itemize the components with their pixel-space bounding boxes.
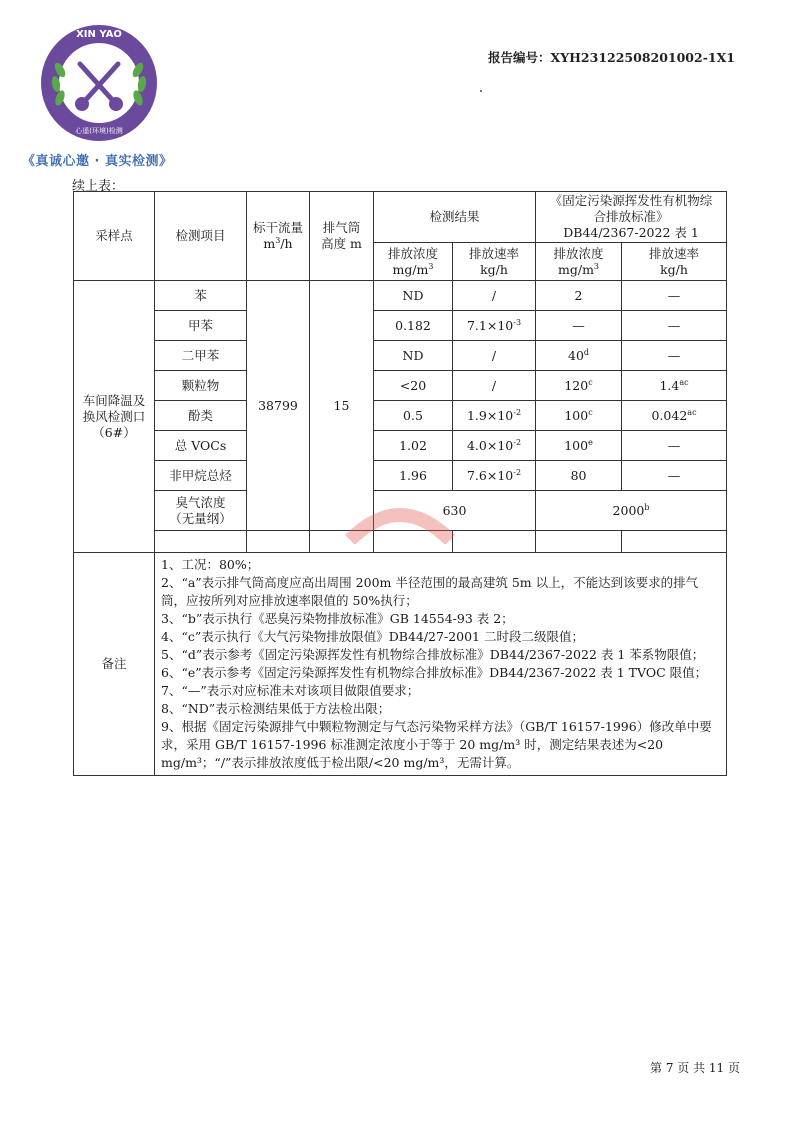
result-conc: 0.5 [374, 401, 453, 431]
note-item: 6、“e”表示参考《固定污染源挥发性有机物综合排放标准》DB44/2367-2022 表 1 TVOC 限值； [161, 665, 708, 680]
result-rate: $4.0\times 10^{-2}$ [453, 431, 536, 461]
empty-cell [622, 531, 727, 553]
report-number: 报告编号：XYH23122508201002-1X1 [488, 50, 735, 65]
item-name: 非甲烷总烃 [155, 461, 247, 491]
header-limit-conc: 排放浓度 $mg/m^3$ [536, 243, 622, 281]
page-number: 第 7 页 共 11 页 [650, 1061, 740, 1075]
result-rate: / [453, 281, 536, 311]
table-row [74, 431, 727, 461]
table-row-empty [74, 531, 727, 553]
limit-conc: 120$^c$ [536, 371, 622, 401]
speck [480, 90, 482, 92]
limit-rate: — [622, 431, 727, 461]
note-item: 3、“b”表示执行《恶臭污染物排放标准》GB 14554-93 表 2； [161, 611, 514, 626]
header-result: 检测结果 [374, 192, 536, 243]
result-conc: ND [374, 281, 453, 311]
empty-cell [247, 531, 310, 553]
company-logo [38, 22, 160, 144]
results-table [73, 191, 727, 776]
table-row [74, 461, 727, 491]
limit-conc: 40$^d$ [536, 341, 622, 371]
svg-text:心遥(环境)检测: 心遥(环境)检测 [75, 127, 123, 135]
limit-conc: 100e [536, 431, 622, 461]
empty-cell [155, 531, 247, 553]
limit-rate: — [622, 461, 727, 491]
item-name: 酚类 [155, 401, 247, 431]
header-result-rate: 排放速率 kg/h [453, 243, 536, 281]
notes [155, 553, 727, 776]
result-rate: / [453, 341, 536, 371]
result-conc: ND [374, 341, 453, 371]
svg-text:XIN YAO: XIN YAO [76, 29, 122, 40]
result-conc: 0.182 [374, 311, 453, 341]
table-row [74, 491, 727, 531]
table-row [74, 341, 727, 371]
header-sampling-point: 采样点 [74, 192, 155, 281]
result-conc: 1.02 [374, 431, 453, 461]
result-conc: 1.96 [374, 461, 453, 491]
header-flow: 标干流量 $m^3/h$ [247, 192, 310, 281]
header-stack-height: 排气筒 高度 m [310, 192, 374, 281]
item-name: 二甲苯 [155, 341, 247, 371]
table-row [74, 401, 727, 431]
item-name: 颗粒物 [155, 371, 247, 401]
odor-limit: 2000$^b$ [536, 491, 727, 531]
result-conc: <20 [374, 371, 453, 401]
sampling-point: 车间降温及 换风检测口 （6#） [74, 281, 155, 553]
limit-rate: — [622, 341, 727, 371]
limit-conc: 80 [536, 461, 622, 491]
continued-label: 续上表： [72, 179, 125, 194]
header-item: 检测项目 [155, 192, 247, 281]
table-row [74, 311, 727, 341]
table-row [74, 371, 727, 401]
header-standard: 《固定污染源挥发性有机物综 合排放标准》 DB44/2367-2022 表 1 [536, 192, 727, 243]
flow-value: 38799 [247, 281, 310, 531]
result-rate: $7.1\times 10^{-3}$ [453, 311, 536, 341]
notes-row [74, 553, 727, 776]
note-item: 2、“a”表示排气筒高度应高出周围 200m 半径范围的最高建筑 5m 以上，不能达到该要求的排气筒，应按所列对应排放速率限值的 50%执行； [161, 575, 699, 608]
result-rate: / [453, 371, 536, 401]
header-limit-rate: 排放速率 kg/h [622, 243, 727, 281]
empty-cell [310, 531, 374, 553]
odor-result: 630 [374, 491, 536, 531]
limit-rate: — [622, 281, 727, 311]
empty-cell [374, 531, 453, 553]
notes-label: 备注 [74, 553, 155, 776]
empty-cell [453, 531, 536, 553]
slogan: 《真诚心邀 · 真实检测》 [22, 154, 173, 169]
result-rate: $7.6\times 10^{-2}$ [453, 461, 536, 491]
limit-conc: 2 [536, 281, 622, 311]
note-item: 9、根据《固定污染源排气中颗粒物测定与气态污染物采样方法》（GB/T 16157-1996）修改单中要求，采用 GB/T 16157-1996 标准测定浓度小于等于 20 mg/m³ 时，测定结果表述为<20 mg/m³；“/”表示排放浓度低于检出限/<20 mg/m³，无需计算。 [161, 719, 712, 770]
header-result-conc: 排放浓度 $mg/m^3$ [374, 243, 453, 281]
empty-cell [536, 531, 622, 553]
item-name: 甲苯 [155, 311, 247, 341]
note-item: 8、“ND”表示检测结果低于方法检出限； [161, 701, 391, 716]
limit-conc: 100$^c$ [536, 401, 622, 431]
note-item: 7、“—”表示对应标准未对该项目做限值要求； [161, 683, 420, 698]
table-row [74, 281, 727, 311]
note-item: 4、“c”表示执行《大气污染物排放限值》DB44/27-2001 二时段二级限值； [161, 629, 584, 644]
item-name: 苯 [155, 281, 247, 311]
limit-rate: 1.4$^{ac}$ [622, 371, 727, 401]
item-name: 臭气浓度 （无量纲） [155, 491, 247, 531]
limit-conc: — [536, 311, 622, 341]
note-item: 5、“d”表示参考《固定污染源挥发性有机物综合排放标准》DB44/2367-2022 表 1 苯系物限值； [161, 647, 705, 662]
limit-rate: — [622, 311, 727, 341]
result-rate: $1.9\times 10^{-2}$ [453, 401, 536, 431]
limit-rate: 0.042$^{ac}$ [622, 401, 727, 431]
stack-height-value: 15 [310, 281, 374, 531]
note-item: 1、工况：80%； [161, 557, 260, 572]
item-name: 总 VOCs [155, 431, 247, 461]
